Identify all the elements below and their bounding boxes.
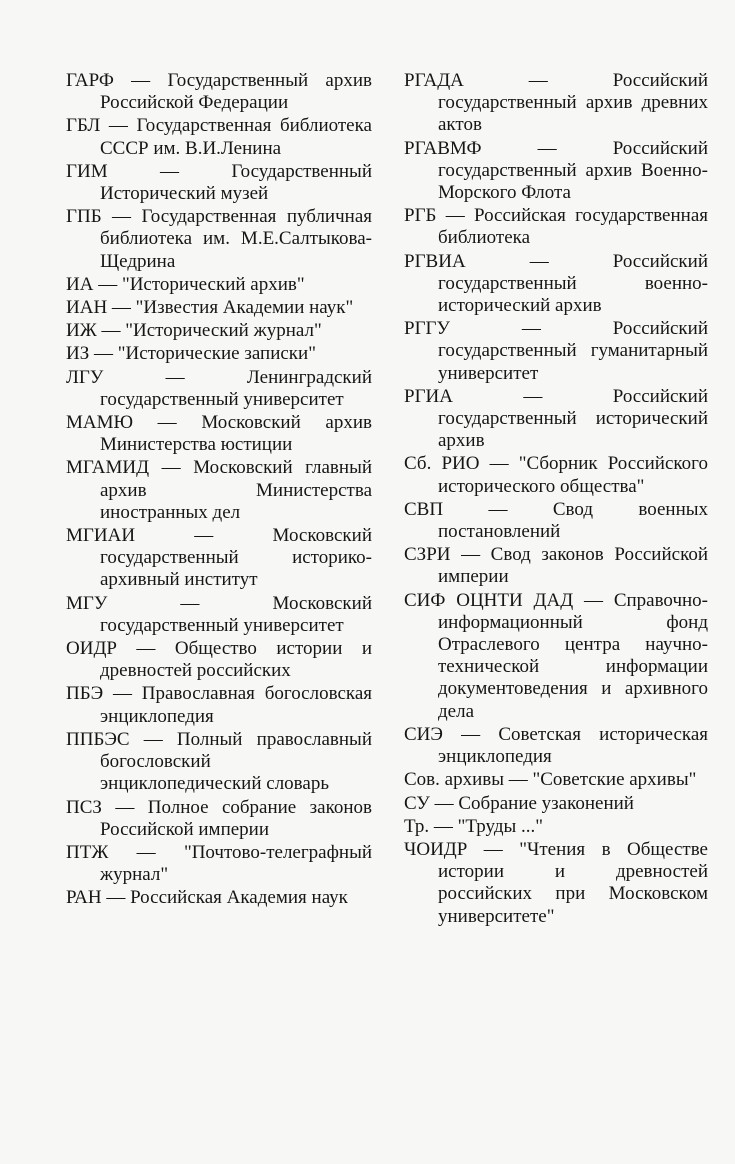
abbreviation-entry: СВП — Свод военных постановлений: [404, 498, 708, 543]
abbreviation-entry: РГАВМФ — Российский государственный архив Военно-Морского Флота: [404, 137, 708, 204]
abbreviation-entry: Сов. архивы — "Советские архивы": [404, 769, 697, 791]
abbreviation-entry: Тр. — "Труды ...": [404, 815, 544, 837]
abbreviation-entry: СИЭ — Советская историческая энциклопедия: [404, 723, 708, 768]
abbreviation-entry: Сб. РИО — "Сборник Российского исторического общества": [404, 453, 708, 497]
abbreviation-entry: МГАМИД — Московский главный архив Министерства иностранных дел: [66, 457, 372, 523]
abbreviation-entry: ЛГУ — Ленинградский государственный университет: [66, 366, 372, 410]
abbreviation-entry: ППБЭС — Полный православный богословский энциклопедический словарь: [66, 728, 372, 795]
abbreviation-entry: ПСЗ — Полное собрание законов Российской империи: [66, 796, 372, 840]
abbreviation-entry: ГИМ — Государственный Исторический музей: [66, 160, 372, 205]
abbreviation-entry: ЧОИДР — "Чтения в Обществе истории и древностей российских при Московском университете": [404, 838, 708, 927]
right-column: [404, 70, 708, 929]
abbreviation-entry: РАН — Российская Академия наук: [66, 887, 348, 909]
abbreviation-entry: РГИА — Российский государственный исторический архив: [404, 385, 708, 452]
abbreviation-entry: РГГУ — Российский государственный гуманитарный университет: [404, 318, 708, 384]
abbreviation-entry: ИАН — "Известия Академии наук": [66, 297, 354, 319]
abbreviation-entry: СУ — Собрание узаконений: [404, 792, 634, 814]
abbreviation-entry: СИФ ОЦНТИ ДАД — Справочно-информационный фонд Отраслевого центра научно-технической информации документоведения и архивного дела: [404, 589, 708, 722]
abbreviation-entry: РГАДА — Российский государственный архив древних актов: [404, 70, 708, 136]
abbreviation-entry: ИА — "Исторический архив": [66, 273, 305, 295]
abbreviation-entry: ИЗ — "Исторические записки": [66, 343, 316, 365]
abbreviation-entry: ОИДР — Общество истории и древностей российских: [66, 638, 372, 682]
abbreviation-entry: ИЖ — "Исторический журнал": [66, 320, 322, 342]
abbreviation-entry: МГУ — Московский государственный университет: [66, 592, 372, 636]
abbreviation-entry: МГИАИ — Московский государственный историко-архивный институт: [66, 525, 372, 591]
abbreviation-entry: РГВИА — Российский государственный военно-исторический архив: [404, 250, 708, 317]
abbreviation-entry: МАМЮ — Московский архив Министерства юстиции: [66, 412, 372, 456]
abbreviation-entry: ПБЭ — Православная богословская энциклопедия: [66, 683, 372, 727]
abbreviation-entry: ГБЛ — Государственная библиотека СССР им. В.И.Ленина: [66, 115, 372, 159]
abbreviation-entry: СЗРИ — Свод законов Российской империи: [404, 544, 708, 588]
abbreviation-entry: ГАРФ — Государственный архив Российской Федерации: [66, 70, 372, 114]
abbreviation-entry: РГБ — Российская государственная библиотека: [404, 205, 708, 249]
abbreviation-entry: ПТЖ — "Почтово-телеграфный журнал": [66, 841, 372, 886]
left-column: [66, 70, 372, 911]
abbreviation-entry: ГПБ — Государственная публичная библиотека им. М.Е.Салтыкова-Щедрина: [66, 206, 372, 272]
